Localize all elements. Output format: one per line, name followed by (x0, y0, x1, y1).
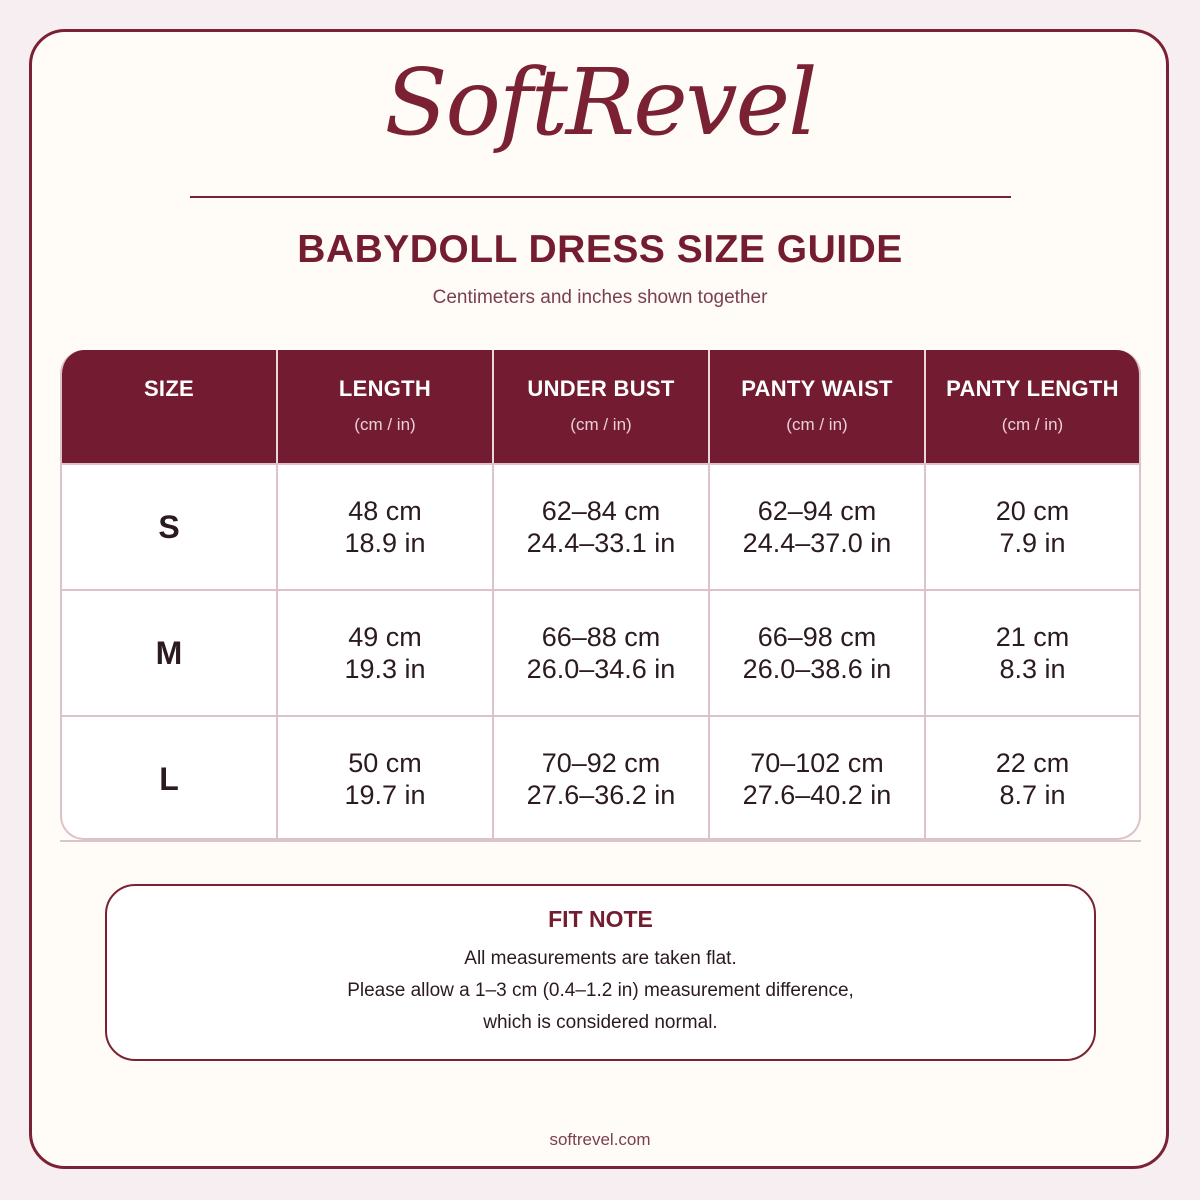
website-link[interactable]: softrevel.com (549, 1130, 651, 1149)
under-bust-cell (494, 591, 710, 715)
value-in: 7.9 in (999, 528, 1066, 558)
value-in: 19.7 in (344, 780, 426, 810)
size-cell: M (62, 591, 278, 715)
panty-waist-cell (710, 465, 926, 589)
value-cm: 22 cm (995, 748, 1070, 778)
value-cm: 70–92 cm (541, 748, 661, 778)
value-cm: 62–84 cm (541, 496, 661, 526)
value-cm: 20 cm (995, 496, 1070, 526)
value-in: 24.4–37.0 in (742, 528, 892, 558)
fit-note-line: Please allow a 1–3 cm (0.4–1.2 in) measurement difference, (347, 980, 854, 1001)
value-in: 26.0–38.6 in (742, 654, 892, 684)
under-bust-cell (494, 465, 710, 589)
column-unit: (cm / in) (1001, 415, 1064, 434)
column-header-size (62, 350, 278, 463)
value-cm: 48 cm (348, 496, 422, 526)
length-cell (278, 591, 494, 715)
table-header (62, 350, 1139, 463)
column-header-length (278, 350, 494, 463)
column-label: PANTY LENGTH (946, 376, 1119, 401)
value-in: 24.4–33.1 in (526, 528, 676, 558)
under-bust-cell (494, 717, 710, 840)
size-cell: L (62, 717, 278, 840)
column-header-panty-length (926, 350, 1139, 463)
size-cell: S (62, 465, 278, 589)
table-row (62, 463, 1139, 589)
column-label: LENGTH (338, 376, 432, 401)
value-cm: 21 cm (995, 622, 1070, 652)
column-label: UNDER BUST (527, 376, 675, 401)
panty-waist-cell (710, 591, 926, 715)
table-row (62, 589, 1139, 715)
column-unit: (cm / in) (570, 415, 632, 434)
size-table (60, 350, 1141, 840)
length-cell (278, 717, 494, 840)
column-label: SIZE (143, 376, 195, 401)
column-unit: (cm / in) (354, 415, 416, 434)
brand-logo: SoftRevel (384, 49, 816, 156)
column-header-panty-waist (710, 350, 926, 463)
fit-note-line: which is considered normal. (483, 1012, 718, 1033)
column-label: PANTY WAIST (741, 376, 893, 401)
column-unit: (cm / in) (786, 415, 848, 434)
panty-length-cell (926, 717, 1139, 840)
length-cell (278, 465, 494, 589)
table-bottom-divider (60, 840, 1141, 842)
value-in: 26.0–34.6 in (526, 654, 676, 684)
value-cm: 66–88 cm (541, 622, 661, 652)
page-title: BABYDOLL DRESS SIZE GUIDE (297, 228, 903, 271)
value-in: 27.6–40.2 in (742, 780, 892, 810)
value-in: 8.3 in (999, 654, 1066, 684)
column-header-under-bust (494, 350, 710, 463)
fit-note-line: All measurements are taken flat. (464, 948, 737, 969)
value-in: 19.3 in (344, 654, 426, 684)
value-cm: 50 cm (348, 748, 422, 778)
value-cm: 49 cm (348, 622, 422, 652)
fit-note-title: FIT NOTE (548, 906, 653, 932)
panty-length-cell (926, 591, 1139, 715)
value-cm: 70–102 cm (750, 748, 884, 778)
value-in: 27.6–36.2 in (526, 780, 676, 810)
panty-length-cell (926, 465, 1139, 589)
value-in: 18.9 in (344, 528, 426, 558)
value-cm: 62–94 cm (757, 496, 877, 526)
value-cm: 66–98 cm (757, 622, 877, 652)
fit-note-box (105, 884, 1096, 1061)
panty-waist-cell (710, 717, 926, 840)
header-divider (190, 196, 1011, 198)
page-subtitle: Centimeters and inches shown together (432, 287, 768, 308)
value-in: 8.7 in (999, 780, 1066, 810)
table-row (62, 715, 1139, 840)
